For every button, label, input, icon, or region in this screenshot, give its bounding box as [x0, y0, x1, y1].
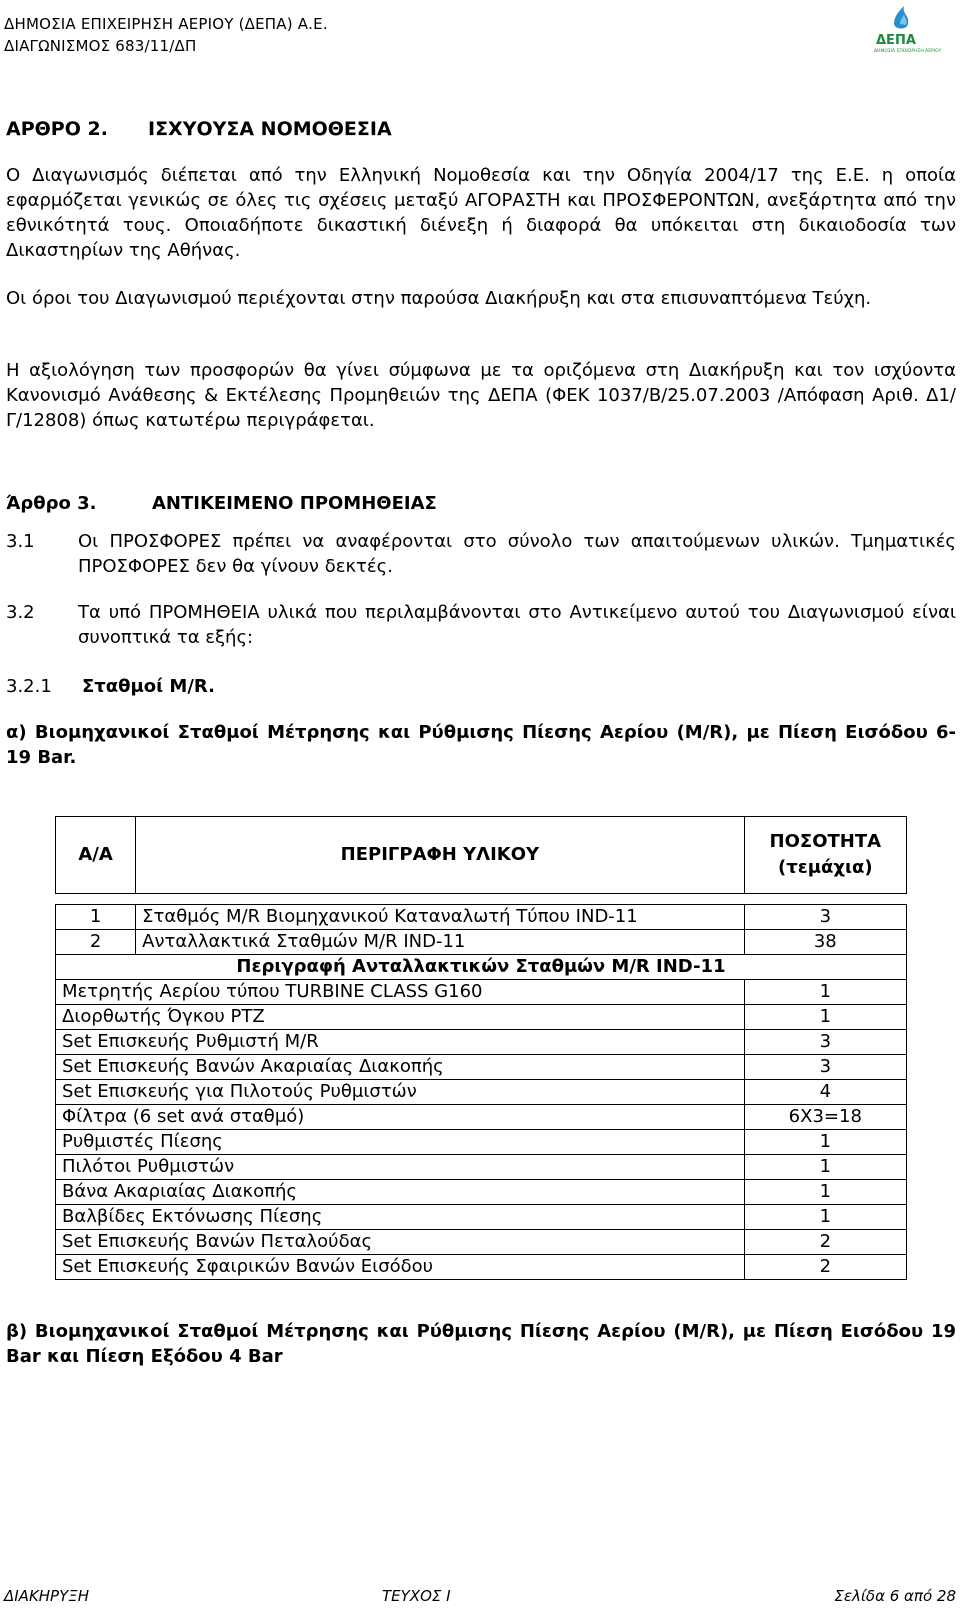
- footer-left: ΔΙΑΚΗΡΥΞΗ: [4, 1587, 90, 1605]
- row-description: Set Επισκευής για Πιλοτούς Ρυθμιστών: [56, 1080, 745, 1105]
- row-quantity: 3: [744, 905, 906, 930]
- subsection-a-heading: α) Βιομηχανικοί Σταθμοί Μέτρησης και Ρύθμισης Πίεσης Αερίου (Μ/R), με Πίεση Εισόδου 6-19 Bar.: [6, 722, 956, 768]
- article-2-title: ΙΣΧΥΟΥΣΑ ΝΟΜΟΘΕΣΙΑ: [148, 118, 392, 140]
- table-row: [56, 1080, 907, 1105]
- table-row: [56, 1130, 907, 1155]
- header-quantity-label: ΠΟΣΟΤΗΤΑ: [769, 831, 882, 852]
- row-description: Set Επισκευής Σφαιρικών Βανών Εισόδου: [56, 1255, 745, 1280]
- header-quantity: [744, 817, 906, 894]
- spare-parts-title-row: [56, 955, 907, 980]
- header-quantity-unit: (τεμάχια): [778, 857, 873, 878]
- table-header-row: [56, 817, 907, 894]
- row-description: Πιλότοι Ρυθμιστών: [56, 1155, 745, 1180]
- table-row: [56, 1205, 907, 1230]
- row-quantity: 1: [744, 1180, 906, 1205]
- row-quantity: 1: [744, 980, 906, 1005]
- row-description: Σταθμός Μ/R Βιομηχανικού Καταναλωτή Τύπου IND-11: [136, 905, 744, 930]
- row-quantity: 6Χ3=18: [744, 1105, 906, 1130]
- row-quantity: 1: [744, 1005, 906, 1030]
- footer-center: ΤΕΥΧΟΣ Ι: [382, 1587, 451, 1605]
- article-3-title: ΑΝΤΙΚΕΙΜΕΝΟ ΠΡΟΜΗΘΕΙΑΣ: [152, 493, 437, 514]
- spacer: [56, 894, 907, 905]
- row-description: Set Επισκευής Βανών Πεταλούδας: [56, 1230, 745, 1255]
- header-line-2: ΔΙΑΓΩΝΙΣΜΟΣ 683/11/ΔΠ: [4, 37, 197, 55]
- section-3-2: [6, 600, 956, 650]
- row-quantity: 1: [744, 1130, 906, 1155]
- row-description: Ρυθμιστές Πίεσης: [56, 1130, 745, 1155]
- footer-page-number: Σελίδα 6 από 28: [834, 1587, 956, 1605]
- svg-text:ΔΕΠΑ: ΔΕΠΑ: [876, 33, 916, 48]
- header-description: ΠΕΡΙΓΡΑΦΗ ΥΛΙΚΟΥ: [136, 817, 744, 894]
- row-description: Μετρητής Αερίου τύπου TURBINE CLASS G160: [56, 980, 745, 1005]
- section-3-1: [6, 529, 956, 579]
- row-quantity: 3: [744, 1055, 906, 1080]
- header-aa: Α/Α: [56, 817, 136, 894]
- row-quantity: 2: [744, 1255, 906, 1280]
- row-description: Βαλβίδες Εκτόνωσης Πίεσης: [56, 1205, 745, 1230]
- article-3-number: Άρθρο 3.: [6, 493, 97, 514]
- row-quantity: 4: [744, 1080, 906, 1105]
- row-description: Set Επισκευής Βανών Ακαριαίας Διακοπής: [56, 1055, 745, 1080]
- table-row: [56, 1180, 907, 1205]
- subsection-b-heading: β) Βιομηχανικοί Σταθμοί Μέτρησης και Ρύθμισης Πίεσης Αερίου (Μ/R), με Πίεση Εισόδου 19 Bar και Πίεση Εξόδου 4 Bar: [6, 1321, 956, 1367]
- table-row: [56, 905, 907, 930]
- row-quantity: 38: [744, 930, 906, 955]
- row-quantity: 3: [744, 1030, 906, 1055]
- row-aa: 2: [56, 930, 136, 955]
- depa-logo: [872, 4, 958, 54]
- section-text: Τα υπό ΠΡΟΜΗΘΕΙΑ υλικά που περιλαμβάνονται στο Αντικείμενο αυτού του Διαγωνισμού είναι συνοπτικά τα εξής:: [78, 602, 956, 648]
- table-row: [56, 1255, 907, 1280]
- row-description: Διορθωτής Όγκου PTZ: [56, 1005, 745, 1030]
- article-3-heading: [6, 493, 437, 514]
- article-2-number: ΑΡΘΡΟ 2.: [6, 118, 108, 140]
- svg-text:ΔΗΜΟΣΙΑ ΕΠΙΧΕΙΡΗΣΗ ΑΕΡΙΟΥ: ΔΗΜΟΣΙΑ ΕΠΙΧΕΙΡΗΣΗ ΑΕΡΙΟΥ: [874, 49, 942, 54]
- row-description: Φίλτρα (6 set ανά σταθμό): [56, 1105, 745, 1130]
- table-row: [56, 1155, 907, 1180]
- article-2-paragraph-3: Η αξιολόγηση των προσφορών θα γίνει σύμφωνα με τα οριζόμενα στη Διακήρυξη και τον ισχύοντα Κανονισμό Ανάθεσης & Εκτέλεσης Προμηθειών της ΔΕΠΑ (ΦΕΚ 1037/Β/25.07.2003 /Απόφαση Αριθ. Δ1/Γ/12808) όπως κατωτέρω περιγράφεται.: [6, 360, 956, 431]
- table-row: [56, 1105, 907, 1130]
- row-quantity: 1: [744, 1205, 906, 1230]
- table-row: [56, 1030, 907, 1055]
- header-line-1: ΔΗΜΟΣΙΑ ΕΠΙΧΕΙΡΗΣΗ ΑΕΡΙΟΥ (ΔΕΠΑ) Α.Ε.: [4, 15, 328, 33]
- section-text: Σταθμοί Μ/R.: [82, 676, 215, 697]
- table-row: [56, 1005, 907, 1030]
- section-text: Οι ΠΡΟΣΦΟΡΕΣ πρέπει να αναφέρονται στο σύνολο των απαιτούμενων υλικών. Τμηματικές ΠΡΟΣΦΟΡΕΣ δεν θα γίνουν δεκτές.: [78, 531, 956, 577]
- section-number: 3.1: [6, 531, 35, 552]
- section-number: 3.2.1: [6, 676, 52, 697]
- row-quantity: 1: [744, 1155, 906, 1180]
- row-aa: 1: [56, 905, 136, 930]
- article-2-paragraph-1: Ο Διαγωνισμός διέπεται από την Ελληνική Νομοθεσία και την Οδηγία 2004/17 της Ε.Ε. η οποία εφαρμόζεται γενικώς σε όλες τις σχέσεις μεταξύ ΑΓΟΡΑΣΤΗ και ΠΡΟΣΦΕΡΟΝΤΩΝ, ανεξάρτητα από την εθνικότητά τους. Οποιαδήποτε δικαστική διένεξη ή διαφορά θα υπόκειται στη δικαιοδοσία των Δικαστηρίων της Αθήνας.: [6, 165, 956, 261]
- row-description: Ανταλλακτικά Σταθμών Μ/R IND-11: [136, 930, 744, 955]
- row-description: Βάνα Ακαριαίας Διακοπής: [56, 1180, 745, 1205]
- table-row: [56, 930, 907, 955]
- article-2-paragraph-2: Οι όροι του Διαγωνισμού περιέχονται στην παρούσα Διακήρυξη και στα επισυναπτόμενα Τεύχη.: [6, 288, 872, 309]
- section-number: 3.2: [6, 602, 35, 623]
- table-row: [56, 1055, 907, 1080]
- table-row: [56, 1230, 907, 1255]
- table-row: [56, 980, 907, 1005]
- article-2-heading: [6, 118, 392, 140]
- materials-table: [55, 816, 907, 1280]
- row-description: Set Επισκευής Ρυθμιστή Μ/R: [56, 1030, 745, 1055]
- section-3-2-1: [6, 674, 956, 699]
- spare-parts-title: Περιγραφή Ανταλλακτικών Σταθμών Μ/R IND-11: [56, 955, 907, 980]
- row-quantity: 2: [744, 1230, 906, 1255]
